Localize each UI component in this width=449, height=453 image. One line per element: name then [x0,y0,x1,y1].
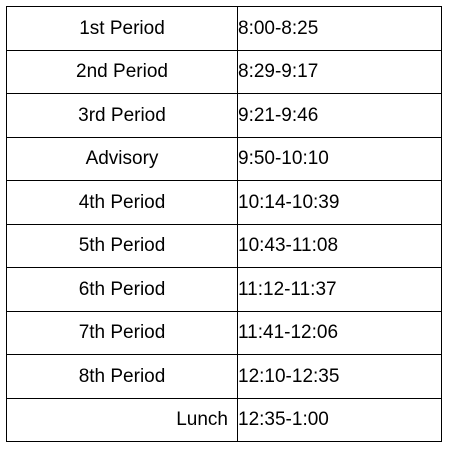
period-cell: 2nd Period [7,50,238,94]
table-row [7,268,442,312]
period-cell: Advisory [7,137,238,181]
period-cell: 7th Period [7,311,238,355]
time-cell: 10:43-11:08 [238,224,442,268]
period-cell: Lunch [7,398,238,442]
table-row [7,181,442,225]
table-row [7,355,442,399]
table-row [7,50,442,94]
time-cell: 9:50-10:10 [238,137,442,181]
period-cell: 4th Period [7,181,238,225]
time-cell: 11:41-12:06 [238,311,442,355]
time-cell: 12:35-1:00 [238,398,442,442]
period-cell: 8th Period [7,355,238,399]
period-cell: 6th Period [7,268,238,312]
time-cell: 11:12-11:37 [238,268,442,312]
period-cell: 5th Period [7,224,238,268]
table-row [7,137,442,181]
period-cell: 3rd Period [7,94,238,138]
time-cell: 9:21-9:46 [238,94,442,138]
time-cell: 12:10-12:35 [238,355,442,399]
table-row [7,94,442,138]
time-cell: 10:14-10:39 [238,181,442,225]
time-cell: 8:00-8:25 [238,7,442,51]
bell-schedule-table [6,6,442,442]
table-row [7,398,442,442]
table-row [7,224,442,268]
table-row [7,7,442,51]
time-cell: 8:29-9:17 [238,50,442,94]
period-cell: 1st Period [7,7,238,51]
table-row [7,311,442,355]
